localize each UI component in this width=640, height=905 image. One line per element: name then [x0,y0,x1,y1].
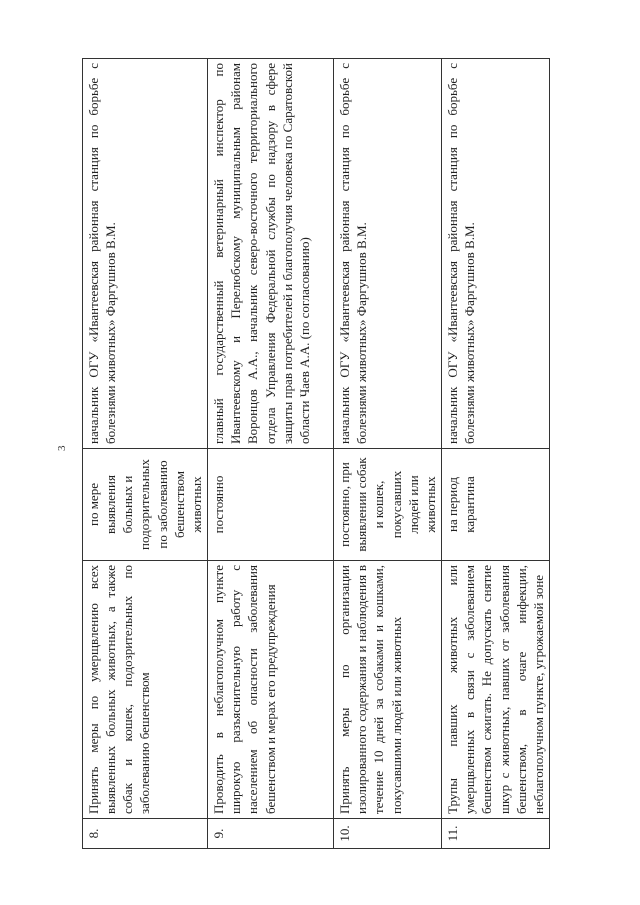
row-number: 9. [208,819,334,849]
document-sheet [82,59,546,849]
row-number: 10. [334,819,442,849]
measure-term: постоянно [208,449,334,561]
measures-table [82,58,550,849]
measure-description: Трупы павших животных или умерщвленных в связи с заболеванием бешенством сжигать. Не допускать снятие шкур с животных, павших от заболевания бешенством, в очаге инфекции, неблагополучном пункте, угрожаемой зоне [442,561,550,819]
measure-term: по мере выявления больных и подозрительных по заболеванию бешенством животных [83,449,208,561]
table-row [83,59,208,849]
table-row [208,59,334,849]
table-row [442,59,550,849]
measure-term: на период карантина [442,449,550,561]
measure-description: Проводить в неблагополучном пункте широкую разъяснительную работу с населением об опасности заболевания бешенством и мерах его предупреждения [208,561,334,819]
responsible-person: главный государственный ветеринарный инспектор по Ивантеевскому и Перелюбскому муниципальным районам Воронцов А.А., начальник северо-восточного территориального отдела Управления Федеральной службы по надзору в сфере защиты прав потребителей и благополучия человека по Саратовской области Чаев А.А. (по согласованию) [208,59,334,449]
table-row [334,59,442,849]
measure-description: Принять меры по умерщвлению всех выявленных больных животных, а также собак и кошек, подозрительных по заболеванию бешенством [83,561,208,819]
measure-term: постоянно, при выявлении собак и кошек, покусавших людей или животных [334,449,442,561]
row-number: 8. [83,819,208,849]
row-number: 11. [442,819,550,849]
responsible-person: начальник ОГУ «Ивантеевская районная станция по борьбе с болезнями животных» Фаргушнов В.М. [442,59,550,449]
responsible-person: начальник ОГУ «Ивантеевская районная станция по борьбе с болезнями животных» Фаргушнов В.М. [334,59,442,449]
measure-description: Принять меры по организации изолированного содержания и наблюдения в течение 10 дней за собаками и кошками, покусавшими людей или животных [334,561,442,819]
responsible-person: начальник ОГУ «Ивантеевская районная станция по борьбе с болезнями животных» Фаргушнов В.М. [83,59,208,449]
page-number: 3 [56,445,68,451]
